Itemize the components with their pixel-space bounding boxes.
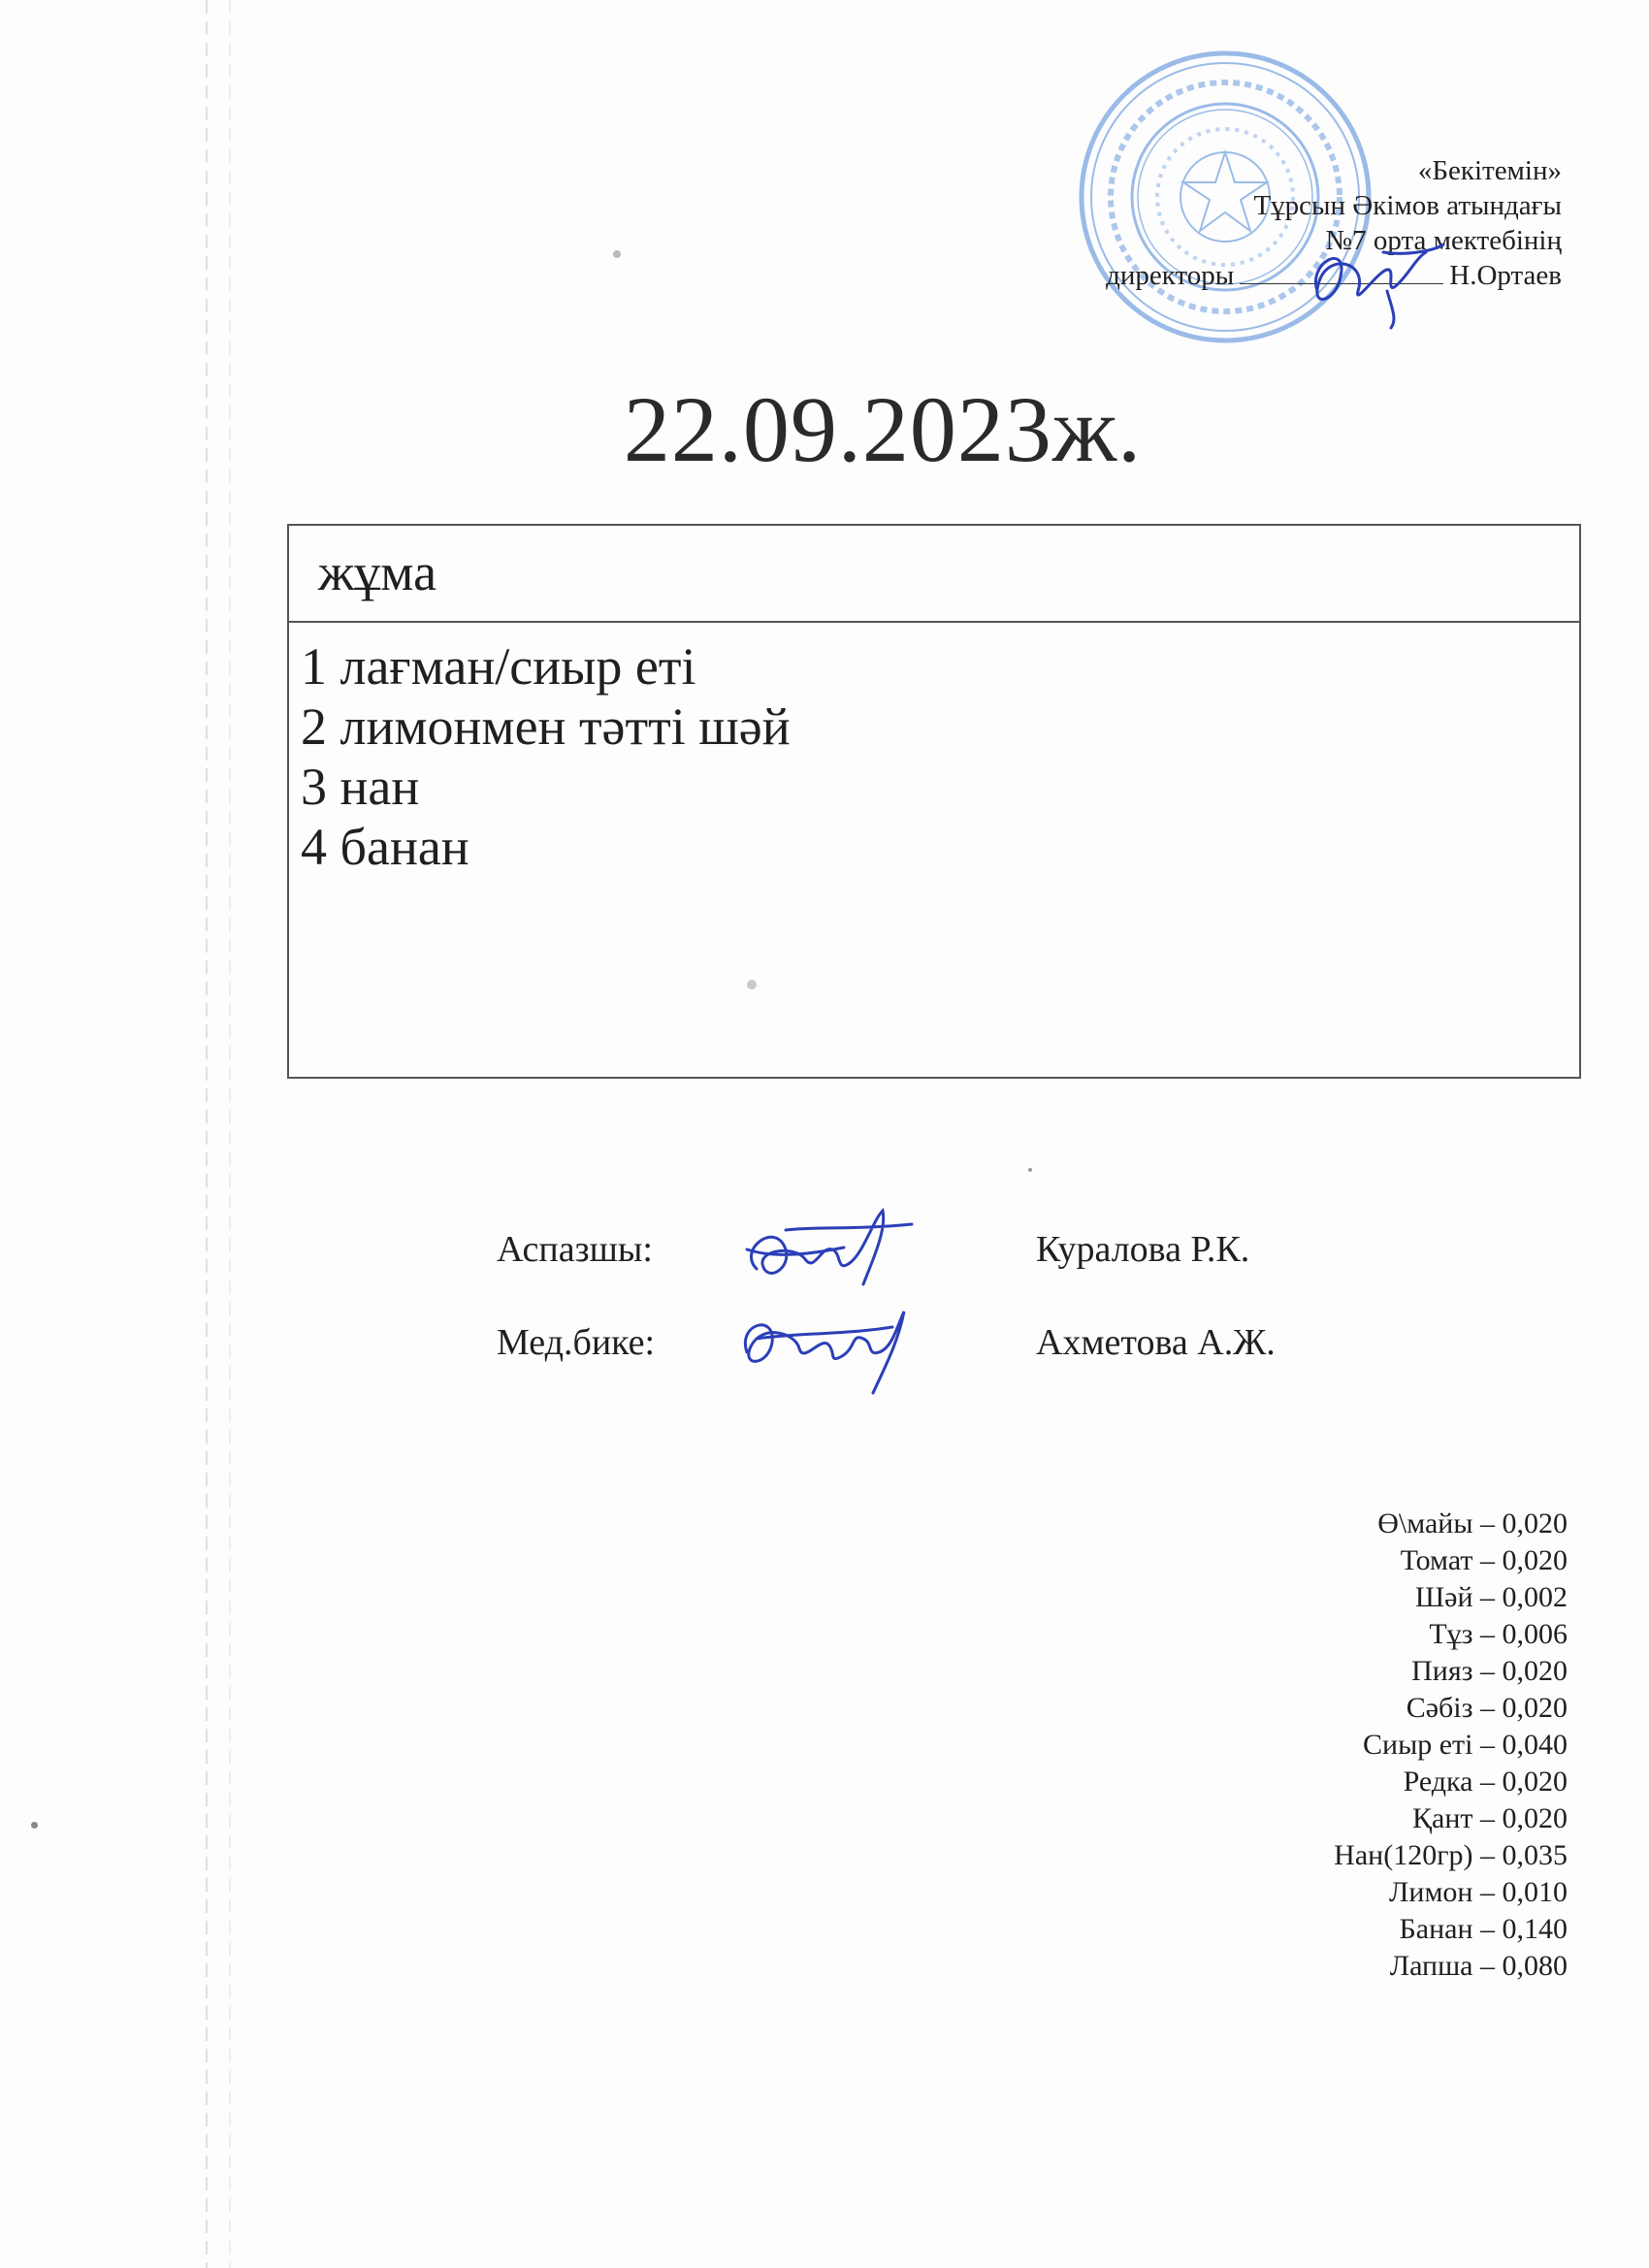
approval-director-role: директоры [1106,260,1235,291]
scan-edge-left [206,0,208,2268]
approval-school-name: Тұрсын Әкімов атындағы [1253,190,1562,221]
ingredients-list [1083,1506,1568,1985]
menu-table [287,524,1581,1079]
ingredient-item: Лимон – 0,010 [1389,1876,1568,1908]
scan-speck [1028,1168,1032,1172]
menu-day-header: жұма [289,526,1579,623]
ingredient-item: Нан(120гр) – 0,035 [1334,1839,1568,1871]
approval-school-number: №7 орта мектебінің [1325,225,1562,256]
scan-speck [747,980,757,989]
ingredient-item: Ө\майы – 0,020 [1377,1507,1568,1539]
ingredient-item: Лапша – 0,080 [1389,1950,1568,1982]
signer-row-nurse [497,1312,1370,1405]
ingredient-item: Пияз – 0,020 [1411,1655,1568,1687]
scan-speck [613,250,621,258]
approval-heading: «Бекітемін» [1417,155,1562,186]
menu-item: 2 лимонмен тәтті шәй [301,697,791,756]
scan-edge-inner [229,0,231,2268]
signer-name: Ахметова А.Ж. [1036,1322,1276,1363]
ingredient-item: Тұз – 0,006 [1429,1618,1568,1650]
ingredient-item: Сиыр еті – 0,040 [1363,1729,1568,1761]
menu-item: 3 нан [301,758,420,816]
approval-director-name: Н.Ортаев [1449,260,1562,291]
signer-name: Куралова Р.К. [1036,1229,1250,1270]
director-signature-icon [1290,223,1445,330]
scan-speck [31,1822,38,1829]
signer-role: Аспазшы: [497,1229,653,1270]
signer-role: Мед.бике: [497,1322,656,1363]
menu-item: 4 банан [301,818,469,876]
ingredient-item: Редка – 0,020 [1403,1766,1568,1798]
menu-item: 1 лағман/сиыр еті [301,637,696,696]
ingredient-item: Томат – 0,020 [1400,1544,1568,1576]
nurse-signature-icon [728,1284,922,1401]
ingredient-item: Шәй – 0,002 [1414,1581,1568,1613]
signer-row-cook [497,1218,1370,1312]
ingredient-item: Қант – 0,020 [1412,1802,1568,1834]
ingredient-item: Сәбіз – 0,020 [1406,1692,1568,1724]
date-title: 22.09.2023ж. [623,377,1143,481]
signers-block [497,1218,1370,1405]
menu-items-list [289,623,1579,877]
ingredient-item: Банан – 0,140 [1399,1913,1568,1945]
